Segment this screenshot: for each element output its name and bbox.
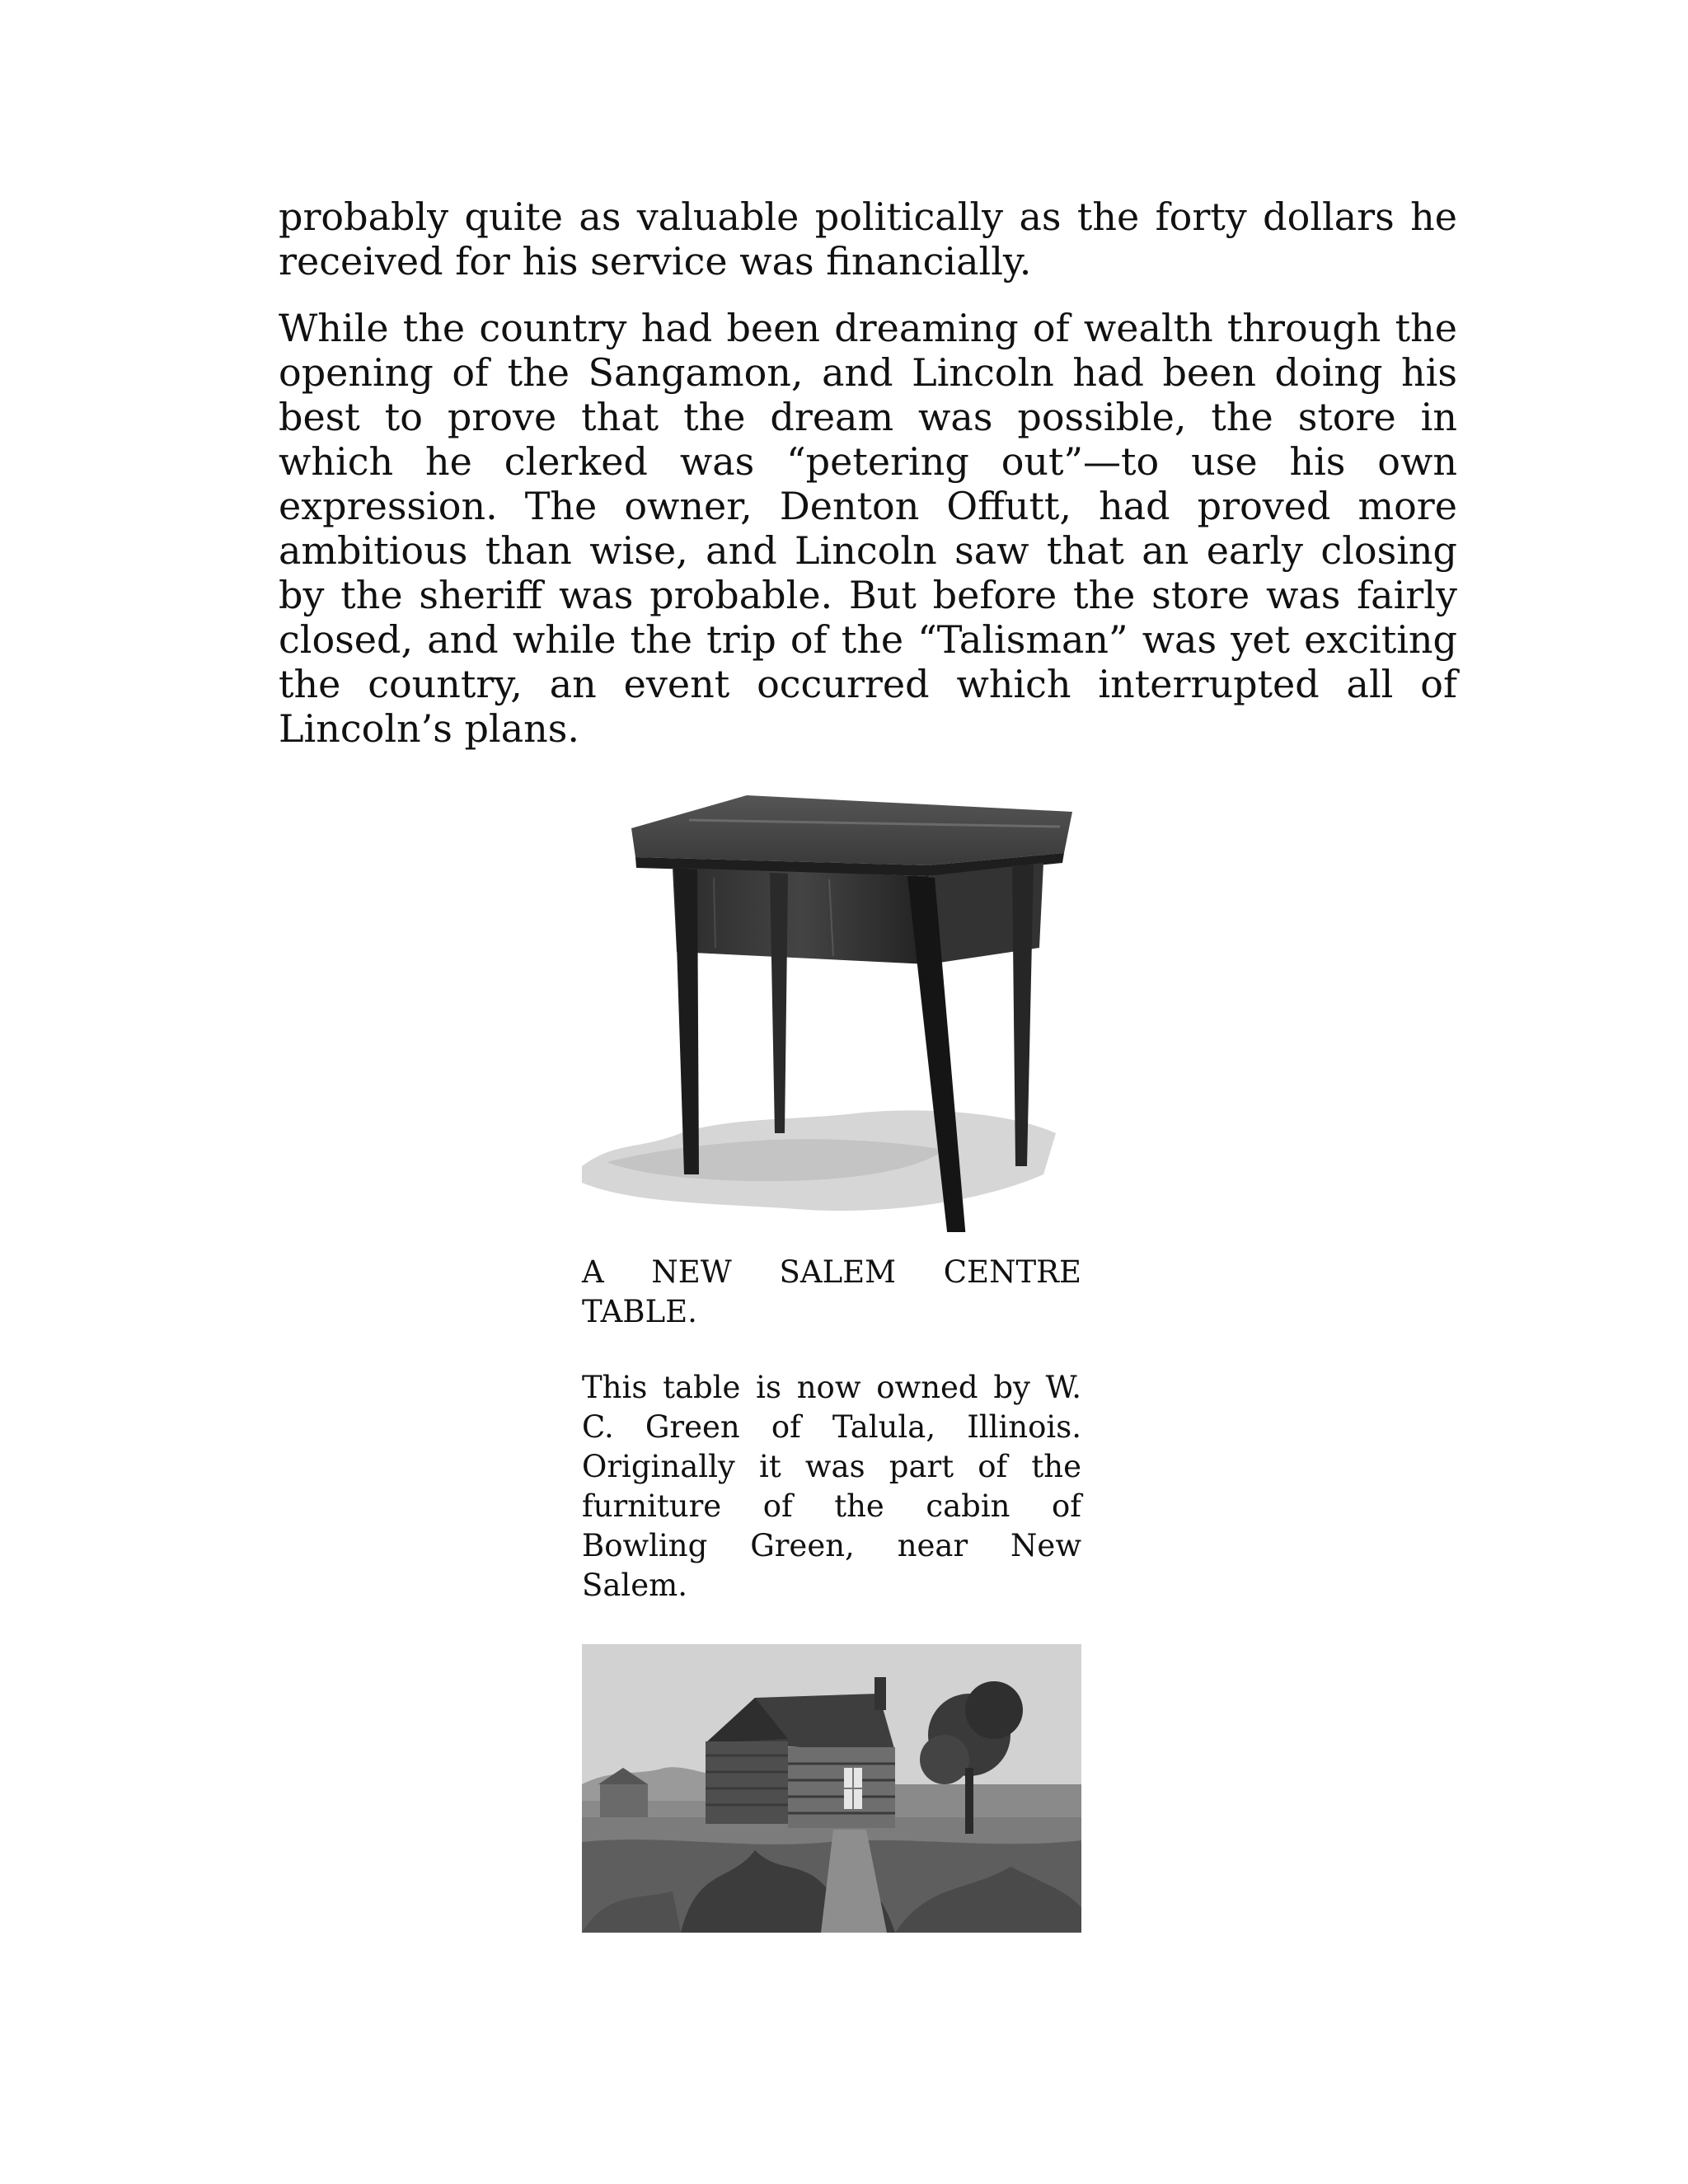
- body-paragraph-2: While the country had been dreaming of wealth through the opening of the Sangamon, and Lincoln had been doing his best to prove that the dream was possible, the store in which he clerked was “petering out”—to use his own expression. The owner, Denton Offutt, had proved more ambitious than wise, and Lincoln saw that an early closing by the sheriff was probable. But before the store was fairly closed, and while the trip of the “Talisman” was yet exciting the country, an event occurred which interrupted all of Lincoln’s plans.: [279, 306, 1457, 751]
- body-paragraph-1: probably quite as valuable politically as the forty dollars he received for his service was financially.: [279, 194, 1457, 284]
- cabin-illustration: [582, 1644, 1081, 1933]
- table-illustration: [582, 787, 1081, 1232]
- table-picture: [582, 787, 1081, 1232]
- cabin-picture: [582, 1644, 1081, 1933]
- figure-caption-title: A NEW SALEM CENTRE TABLE.: [582, 1254, 1081, 1329]
- figure-caption-text: This table is now owned by W. C. Green of Talula, Illinois. Originally it was part of the furniture of the cabin of Bowling Green, near New Salem.: [582, 1370, 1081, 1603]
